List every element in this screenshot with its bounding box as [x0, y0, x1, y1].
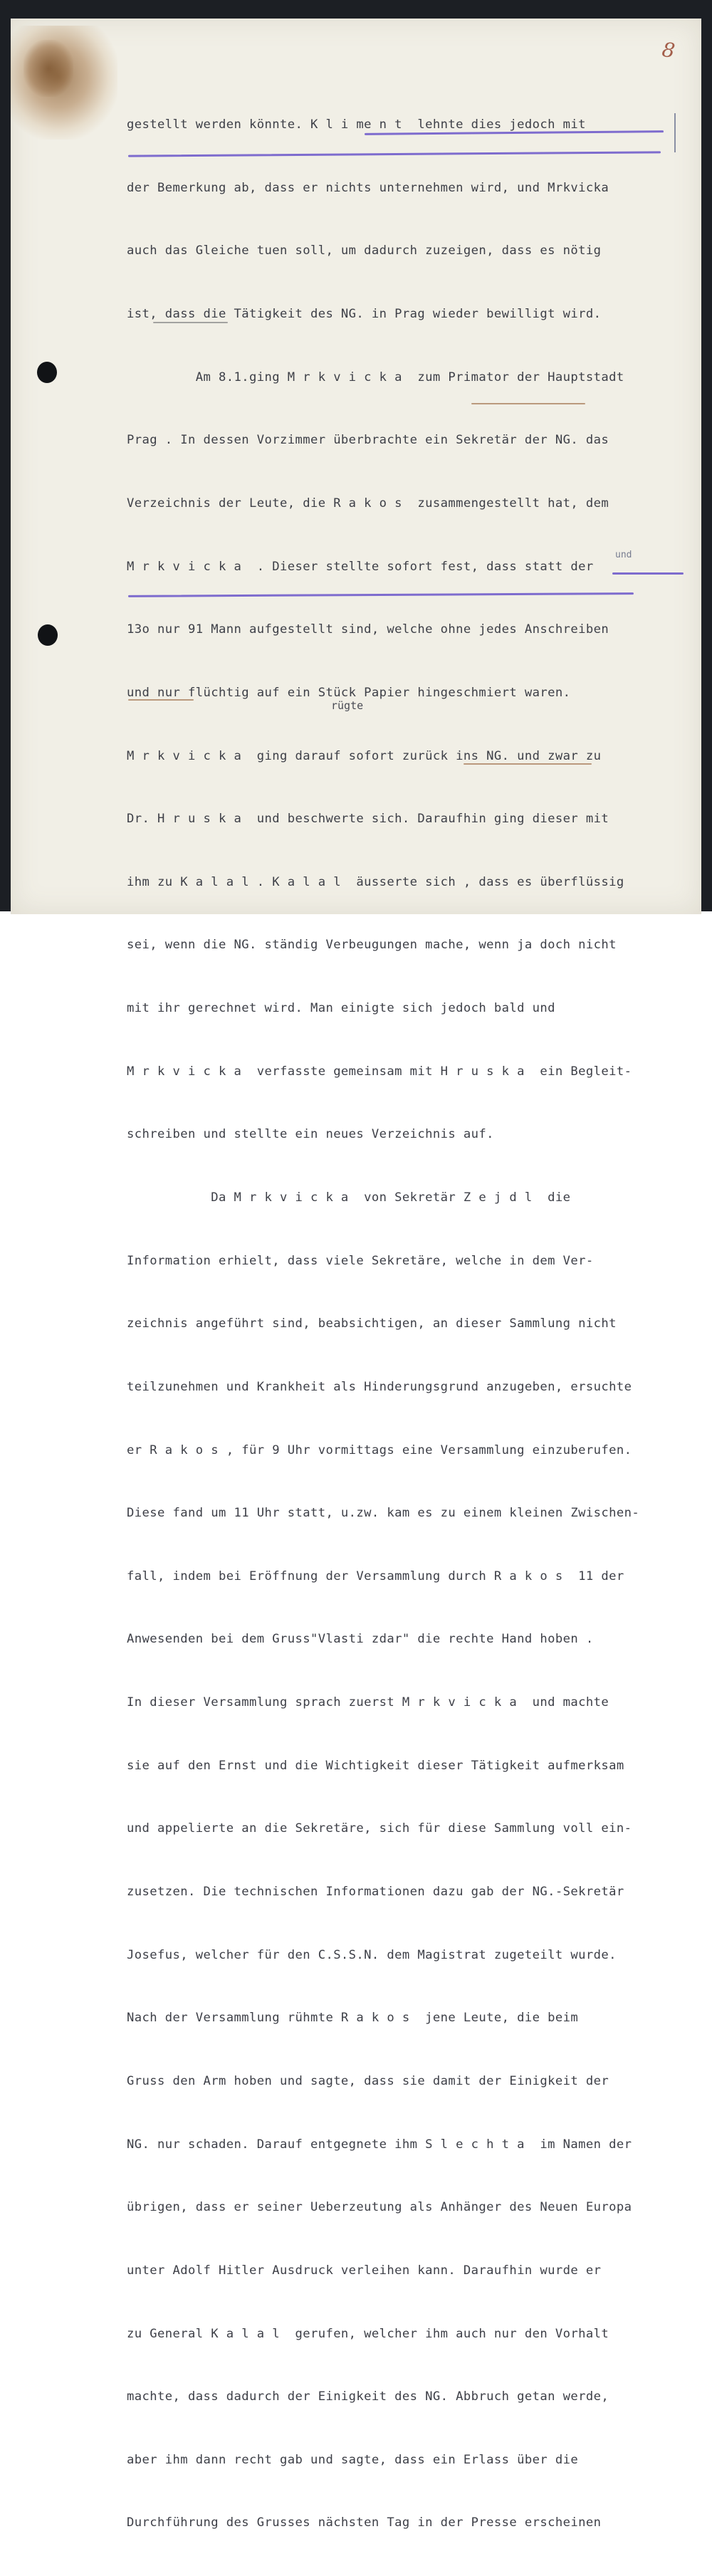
text-line: fall, indem bei Eröffnung der Versammlung durch R a k o s 11 der — [127, 1569, 624, 1583]
text-line: machte, dass dadurch der Einigkeit des NG. Abbruch getan werde, — [127, 2389, 609, 2404]
text-line: teilzunehmen und Krankheit als Hinderungsgrund anzugeben, ersuchte — [127, 1379, 632, 1394]
text-line: Josefus, welcher für den C.S.S.N. dem Magistrat zugeteilt wurde. — [127, 1947, 617, 1962]
text-line: 13o nur 91 Mann aufgestellt sind, welche ohne jedes Anschreiben — [127, 622, 609, 637]
text-line: zu General K a l a l gerufen, welcher ihm auch nur den Vorhalt — [127, 2326, 609, 2341]
text-line: zeichnis angeführt sind, beabsichtigen, an dieser Sammlung nicht — [127, 1316, 617, 1331]
text-line: und appelierte an die Sekretäre, sich für diese Sammlung voll ein- — [127, 1821, 632, 1836]
punch-hole-upper — [37, 362, 57, 383]
text-line: schreiben und stellte ein neues Verzeichnis auf. — [127, 1127, 494, 1142]
text-line: zusetzen. Die technischen Informationen dazu gab der NG.-Sekretär — [127, 1885, 624, 1900]
text-line: Nach der Versammlung rühmte R a k o s jene Leute, die beim — [127, 2011, 579, 2026]
text-line: mit ihr gerechnet wird. Man einigte sich jedoch bald und — [127, 1001, 555, 1016]
text-line: ist, dass die Tätigkeit des NG. in Prag wieder bewilligt wird. — [127, 307, 602, 322]
text-line: M r k v i c k a ging darauf sofort zurück ins NG. und zwar zu — [127, 748, 602, 763]
text-line: In dieser Versammlung sprach zuerst M r k v i c k a und machte — [127, 1695, 609, 1710]
text-line: Am 8.1.ging M r k v i c k a zum Primator der Hauptstadt — [127, 370, 624, 384]
handwritten-insert-und: und — [615, 550, 632, 560]
page-number: 8 — [660, 37, 677, 63]
handwritten-insert-ruegte: rügte — [331, 699, 364, 712]
text-line: sie auf den Ernst und die Wichtigkeit dieser Tätigkeit aufmerksam — [127, 1758, 624, 1773]
text-line: Durchführung des Grusses nächsten Tag in der Presse erscheinen — [127, 2515, 602, 2530]
text-line: unter Adolf Hitler Ausdruck verleihen kann. Daraufhin wurde er — [127, 2263, 602, 2278]
text-line: er R a k o s , für 9 Uhr vormittags eine Versammlung einzuberufen. — [127, 1443, 632, 1457]
text-line: aber ihm dann recht gab und sagte, dass ein Erlass über die — [127, 2452, 579, 2467]
text-line: sei, wenn die NG. ständig Verbeugungen mache, wenn ja doch nicht — [127, 938, 617, 953]
text-line: Anwesenden bei dem Gruss"Vlasti zdar" die rechte Hand hoben . — [127, 1632, 594, 1647]
text-line: Diese fand um 11 Uhr statt, u.zw. kam es zu einem kleinen Zwischen- — [127, 1506, 640, 1521]
text-line: M r k v i c k a verfasste gemeinsam mit H r u s k a ein Begleit- — [127, 1064, 632, 1079]
text-line: Information erhielt, dass viele Sekretäre, welche in dem Ver- — [127, 1253, 594, 1268]
text-line: ihm zu K a l a l . K a l a l äusserte sich , dass es überflüssig — [127, 874, 624, 889]
text-line: übrigen, dass er seiner Ueberzeutung als Anhänger des Neuen Europa — [127, 2200, 632, 2215]
text-line: gestellt werden könnte. K l i me n t lehnte dies jedoch mit — [127, 117, 586, 132]
text-line: der Bemerkung ab, dass er nichts unternehmen wird, und Mrkvicka — [127, 180, 609, 195]
typewritten-page — [11, 19, 701, 2530]
text-line: Da M r k v i c k a von Sekretär Z e j d l die — [127, 1190, 571, 1205]
text-line: NG. nur schaden. Darauf entgegnete ihm S l e c h t a im Namen der — [127, 2137, 632, 2152]
text-line: auch das Gleiche tuen soll, um dadurch zuzeigen, dass es nötig — [127, 244, 602, 258]
text-line: und nur flüchtig auf ein Stück Papier hingeschmiert waren. — [127, 685, 571, 700]
text-line: Verzeichnis der Leute, die R a k o s zusammengestellt hat, dem — [127, 496, 609, 511]
text-line: M r k v i c k a . Dieser stellte sofort fest, dass statt der — [127, 559, 594, 574]
text-line: Gruss den Arm hoben und sagte, dass sie damit der Einigkeit der — [127, 2073, 609, 2088]
text-line: Dr. H r u s k a und beschwerte sich. Daraufhin ging dieser mit — [127, 812, 609, 827]
text-line: Prag . In dessen Vorzimmer überbrachte ein Sekretär der NG. das — [127, 433, 609, 448]
rust-stain-core — [23, 40, 73, 97]
typed-body-text — [127, 73, 700, 2576]
punch-hole-lower — [38, 624, 58, 646]
